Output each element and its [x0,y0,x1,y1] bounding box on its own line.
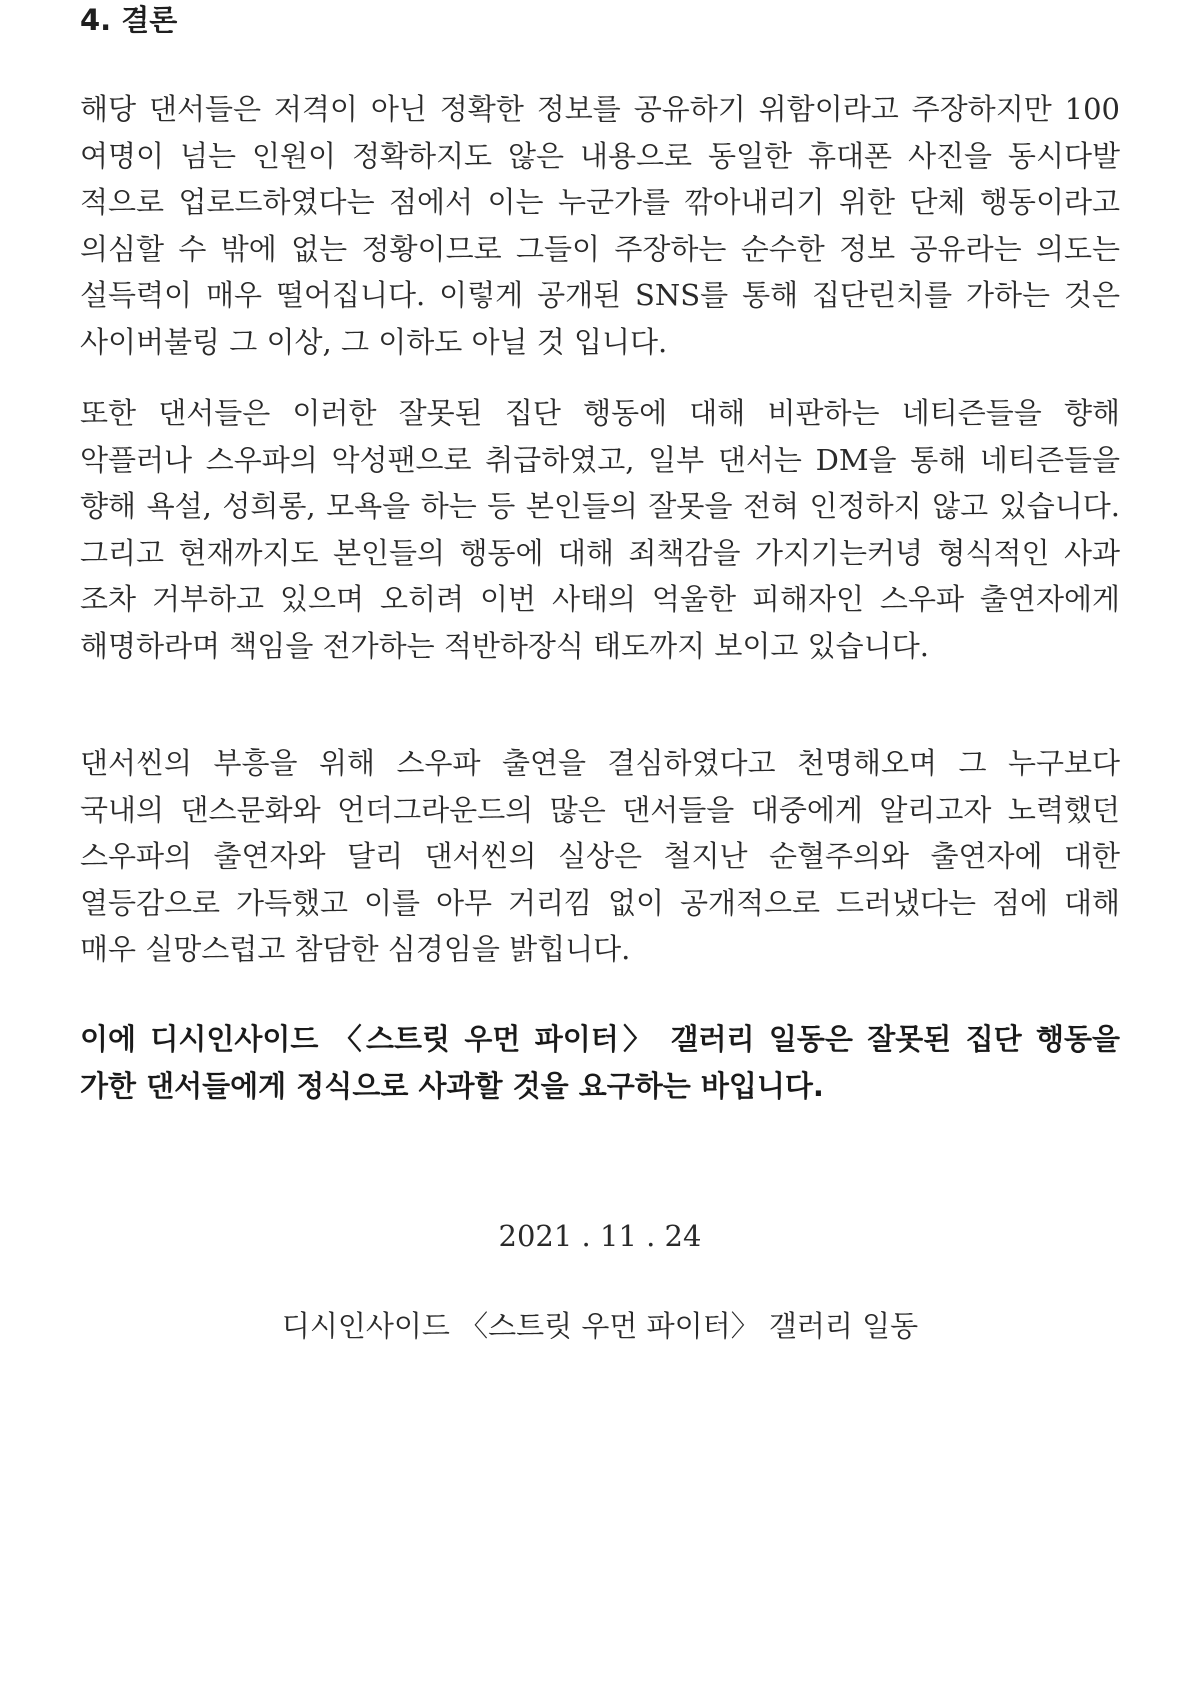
text-line: 또한 댄서들은 이러한 잘못된 집단 행동에 대해 비판하는 네티즌들을 향해 [80,396,1120,430]
text-line: 조차 거부하고 있으며 오히려 이번 사태의 억울한 피해자인 스우파 출연자에게 [80,582,1120,617]
text-line: 사이버불링 그 이상, 그 이하도 아닐 것 입니다. [80,324,668,359]
text-line: 설득력이 매우 떨어집니다. 이렇게 공개된 SNS를 통해 집단린치를 가하는 것은 [80,278,1120,313]
paragraph-disappointment [80,740,1120,973]
signature: 디시인사이드 〈스트릿 우먼 파이터〉 갤러리 일동 [281,1309,919,1343]
text-line: 열등감으로 가득했고 이를 아무 거리낌 없이 공개적으로 드러냈다는 점에 대해 [80,885,1120,920]
section-heading: 4. 결론 [80,3,178,37]
text-line: 악플러나 스우파의 악성팬으로 취급하였고, 일부 댄서는 DM을 통해 네티즌들을 [80,442,1120,477]
text-line: 향해 욕설, 성희롱, 모욕을 하는 등 본인들의 잘못을 전혀 인정하지 않고 있습니다. [80,489,1120,524]
text-line: 국내의 댄스문화와 언더그라운드의 많은 댄서들을 대중에게 알리고자 노력했던 [80,792,1120,827]
text-line: 스우파의 출연자와 달리 댄서씬의 실상은 철지난 순혈주의와 출연자에 대한 [80,839,1120,874]
text-line: 여명이 넘는 인원이 정확하지도 않은 내용으로 동일한 휴대폰 사진을 동시다발 [80,138,1120,173]
paragraph-attitude [80,390,1120,670]
text-line: 해당 댄서들은 저격이 아닌 정확한 정보를 공유하기 위함이라고 주장하지만 100 [80,92,1120,126]
text-line: 매우 실망스럽고 참담한 심경임을 밝힙니다. [80,932,631,967]
text-line: 의심할 수 밖에 없는 정황이므로 그들이 주장하는 순수한 정보 공유라는 의도는 [80,231,1120,266]
text-line: 적으로 업로드하였다는 점에서 이는 누군가를 깎아내리기 위한 단체 행동이라고 [80,185,1120,220]
document-date: 2021 . 11 . 24 [498,1219,702,1253]
paragraph-claims [80,86,1120,366]
text-line: 가한 댄서들에게 정식으로 사과할 것을 요구하는 바입니다. [80,1068,824,1103]
text-line: 그리고 현재까지도 본인들의 행동에 대해 죄책감을 가지기는커녕 형식적인 사과 [80,535,1120,570]
text-line: 이에 디시인사이드 〈스트릿 우먼 파이터〉 갤러리 일동은 잘못된 집단 행동을 [80,1022,1120,1056]
paragraph-demand [80,1016,1120,1109]
text-line: 댄서씬의 부흥을 위해 스우파 출연을 결심하였다고 천명해오며 그 누구보다 [80,746,1120,780]
text-line: 해명하라며 책임을 전가하는 적반하장식 태도까지 보이고 있습니다. [80,628,929,663]
